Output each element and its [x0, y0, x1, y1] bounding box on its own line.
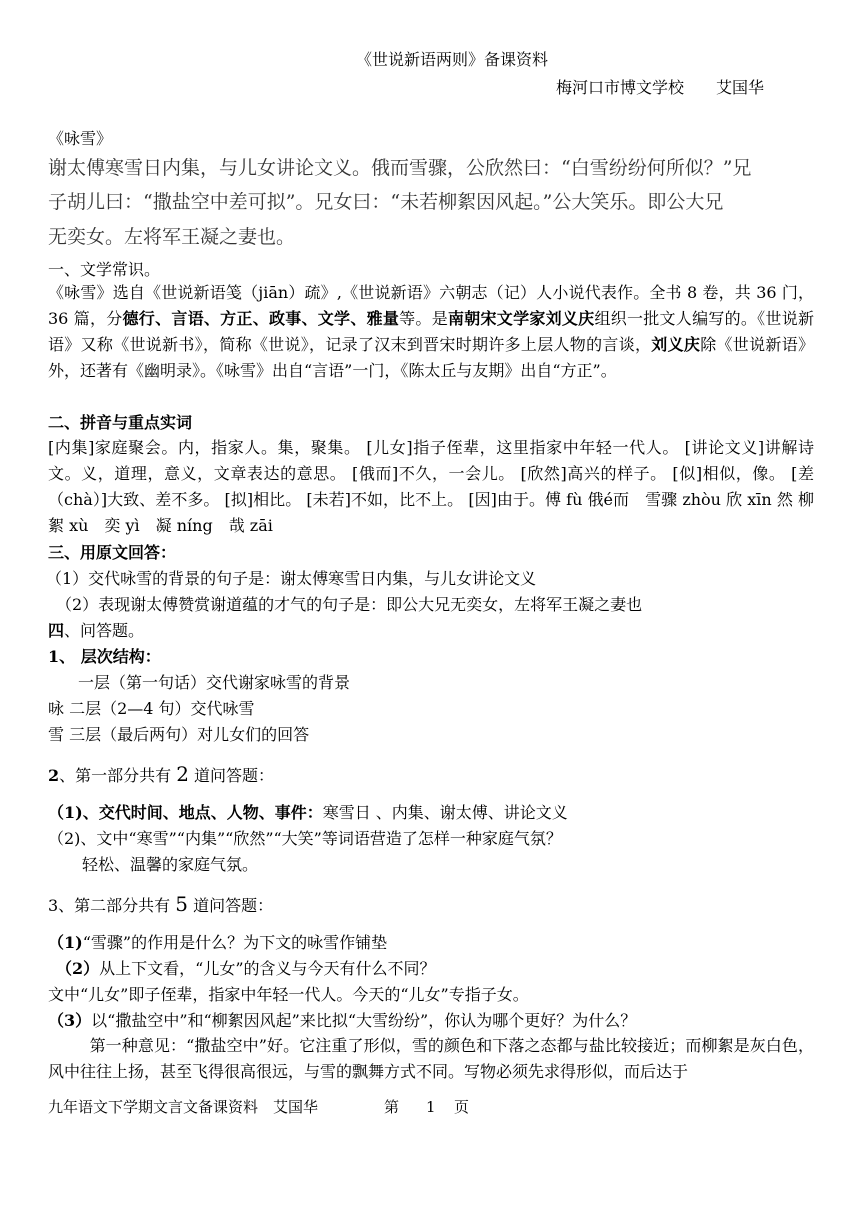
answer-1: （1）交代咏雪的背景的句子是：谢太傅寒雪日内集，与儿女讲论文义 — [46, 569, 537, 588]
section-4-heading: 四、问答题。 — [48, 621, 145, 640]
original-text-line-3: 无奕女。左将军王凝之妻也。 — [48, 226, 296, 248]
structure-layer-2: 咏 二层（2—4 句）交代咏雪 — [48, 699, 255, 718]
lit-text-3: 组织一批文人编写的。《世说新语》又称《世说新书》，简称《世说》，记录了汉末到晋宋时期许多上层人物的言谈， — [48, 309, 814, 354]
page-number: 1 — [426, 1098, 436, 1116]
part-2-q2: （2）从上下文看，“儿女”的含义与今天有什么不同？ — [56, 959, 436, 978]
lit-bold-author: 南朝宋文学家刘义庆 — [447, 309, 595, 328]
lit-text-1: 《咏雪》选自《世说新语笺（jiān）疏》,《世说新语》六朝志（记）人小说代表作。全书 8 卷，共 36 门，36 篇，分 — [48, 283, 814, 328]
part-1-q2: （2)、文中“寒雪”“内集”“欣然”“大笑”等词语营造了怎样一种家庭气氛？ — [48, 829, 562, 848]
lit-bold-name: 刘义庆 — [651, 335, 701, 354]
page-label-post: 页 — [454, 1098, 470, 1116]
lit-text-4: 除《世说新语》外，还著有《幽明录》。《咏雪》出自“言语”一门，《陈太丘与友期》出自“方正”。 — [48, 335, 814, 380]
literary-knowledge-paragraph — [48, 280, 814, 384]
structure-layer-3: 雪 三层（最后两句）对儿女们的回答 — [48, 725, 310, 744]
author-line: 梅河口市博文学校 艾国华 — [556, 78, 765, 97]
footer-left: 九年语文下学期文言文备课资料 艾国华 — [48, 1098, 319, 1116]
part-2-a3: 第一种意见：“撒盐空中”好。它注重了形似，雪的颜色和下落之态都与盐比较接近；而柳絮是灰白色，风中往往上扬，甚至飞得很高很远，与雪的飘舞方式不同。写物必须先求得形似，而后达于 — [48, 1036, 814, 1081]
part-2-q3: （3）以“撒盐空中”和“柳絮因风起”来比拟“大雪纷纷”，你认为哪个更好？为什么？ — [48, 1011, 637, 1030]
lit-bold-categories: 德行、言语、方正、政事、文学、雅量 — [122, 309, 400, 328]
structure-title: 1、 层次结构： — [48, 647, 161, 666]
part-1-q1: （1)、交代时间、地点、人物、事件：寒雪日 、内集、谢太傅、讲论文义 — [48, 803, 568, 822]
lit-text-2: 等。是 — [399, 309, 448, 328]
part-2-intro: 3、第二部分共有 5 道问答题： — [48, 892, 274, 916]
section-1-heading: 一、文学常识。 — [48, 260, 161, 279]
part-1-intro: 2、第一部分共有 2 道问答题： — [48, 762, 275, 786]
part-1-a2: 轻松、温馨的家庭气氛。 — [82, 855, 259, 874]
document-title: 《世说新语两则》备课资料 — [356, 50, 549, 69]
section-3-heading: 三、用原文回答： — [48, 543, 177, 562]
text-title: 《咏雪》 — [48, 129, 113, 148]
page-label-pre: 第 — [384, 1098, 400, 1116]
answer-2: （2）表现谢太傅赞赏谢道蕴的才气的句子是：即公大兄无奕女，左将军王凝之妻也 — [56, 595, 643, 614]
original-text-line-1: 谢太傅寒雪日内集，与儿女讲论文义。俄而雪骤，公欣然曰：“白雪纷纷何所似？”兄 — [48, 157, 752, 179]
part-2-q1: （1)“雪骤”的作用是什么？为下文的咏雪作铺垫 — [48, 933, 388, 952]
original-text-line-2: 子胡儿曰：“撒盐空中差可拟”。兄女曰：“未若柳絮因风起。”公大笑乐。即公大兄 — [48, 191, 724, 213]
section-2-heading: 二、拼音与重点实词 — [48, 413, 193, 432]
vocabulary-paragraph: [内集]家庭聚会。内，指家人。集，聚集。 [儿女]指子侄辈，这里指家中年轻一代人。 [讲论文义]讲解诗文。义，道理，意义，文章表达的意思。 [俄而]不久，一会儿。 [欣然]高兴的样子。 [似]相似，像。 [差（chà）]大致、差不多。 [拟]相比。 [未若]不如，比不上。 [因]由于。傅 fù 俄é而 雪骤 zhòu 欣 xīn 然 柳絮 xù 奕 yì 凝 níng 哉 zāi — [48, 438, 814, 535]
part-2-a2: 文中“儿女”即子侄辈，指家中年轻一代人。今天的“儿女”专指子女。 — [48, 985, 529, 1004]
structure-layer-1: 一层（第一句话）交代谢家咏雪的背景 — [78, 673, 351, 692]
